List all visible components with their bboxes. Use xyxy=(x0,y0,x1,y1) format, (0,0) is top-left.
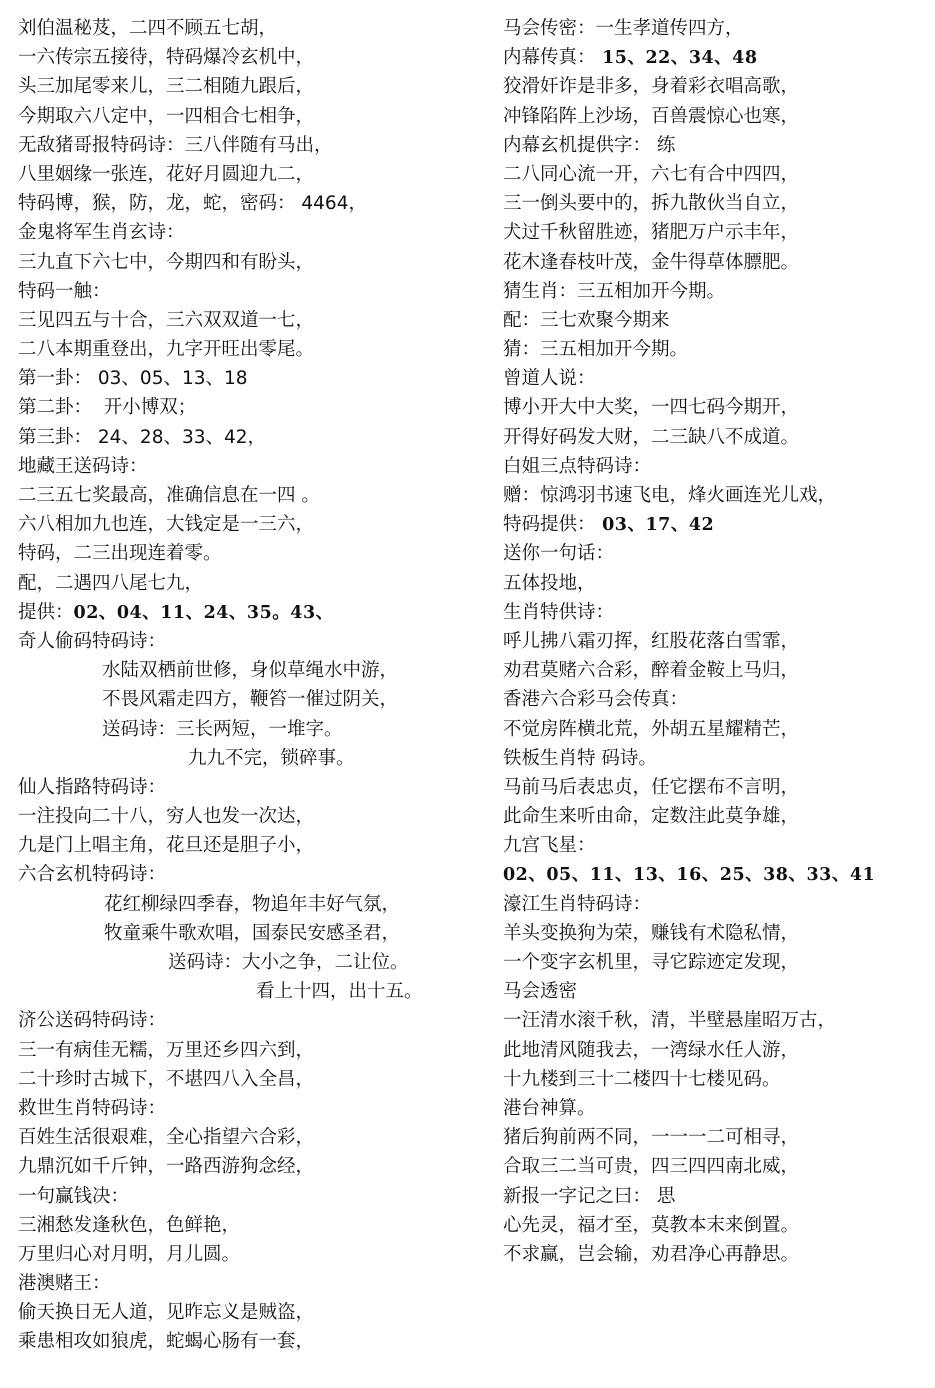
text-line xyxy=(503,72,928,101)
line-text: 博小开大中大奖，一四七码今期开， xyxy=(503,397,800,419)
line-text: 配，二遇四八尾七九， xyxy=(18,572,204,594)
left-text-column xyxy=(18,14,488,1357)
line-text: 特码提供： xyxy=(503,514,596,536)
text-line xyxy=(503,160,928,189)
text-line xyxy=(503,1211,928,1240)
text-line xyxy=(18,1036,488,1065)
line-text: 香港六合彩马会传真： xyxy=(503,689,689,711)
line-text: 一汪清水滚千秋，清，半壁悬崖昭万古， xyxy=(503,1010,837,1032)
line-text: 二三五七奖最高，准确信息在一四 。 xyxy=(18,485,320,506)
line-numbers-bold: 02、04、11、24、35。43、 xyxy=(73,602,334,623)
line-text: 花木逢春枝叶茂，金牛得草体膘肥。 xyxy=(503,251,800,273)
line-numbers-bold: 15、22、34、48 xyxy=(595,48,758,69)
line-text: 救世生肖特码诗： xyxy=(18,1097,167,1119)
line-text: 生肖特供诗： xyxy=(503,601,615,623)
text-line xyxy=(503,656,928,685)
text-line xyxy=(18,1182,488,1211)
line-text: 猜：三五相加开今期。 xyxy=(503,339,689,361)
line-text: 九宫飞星： xyxy=(503,835,596,857)
text-line xyxy=(503,364,928,393)
line-text: 地藏王送码诗： xyxy=(18,455,148,477)
text-line xyxy=(18,1094,488,1123)
text-line xyxy=(18,890,488,919)
text-line xyxy=(503,452,928,481)
text-line xyxy=(18,1240,488,1269)
line-text: 第一卦： 03、05、13、18 xyxy=(18,368,248,390)
line-text: 无敌猪哥报特码诗：三八伴随有马出， xyxy=(18,134,333,156)
text-line xyxy=(503,539,928,568)
text-line xyxy=(18,948,488,977)
line-text: 不畏风霜走四方，鞭笞一催过阴关， xyxy=(102,689,399,711)
line-text: 水陆双栖前世修，身似草绳水中游， xyxy=(102,660,399,682)
text-line xyxy=(503,919,928,948)
line-text: 二八本期重登出，九字开旺出零尾。 xyxy=(18,339,315,361)
text-line xyxy=(503,248,928,277)
text-line xyxy=(503,598,928,627)
line-text: 配：三七欢聚今期来 xyxy=(503,309,670,331)
text-line xyxy=(18,481,488,510)
line-text: 此命生来听由命，定数注此莫争雄， xyxy=(503,806,800,828)
line-text: 新报一字记之曰： 思 xyxy=(503,1185,676,1207)
line-text: 百姓生活很艰难，全心指望六合彩， xyxy=(18,1127,315,1149)
line-text: 六合玄机特码诗： xyxy=(18,864,167,886)
text-line xyxy=(18,627,488,656)
line-text: 内幕传真： xyxy=(503,47,596,69)
text-line xyxy=(503,1240,928,1269)
line-text: 一六传宗五接待，特码爆冷玄机中， xyxy=(18,47,315,69)
text-line xyxy=(18,364,488,393)
text-line xyxy=(18,423,488,452)
line-text: 冲锋陷阵上沙场，百兽震惊心也寒， xyxy=(503,105,800,127)
line-text: 港澳赌王： xyxy=(18,1273,111,1295)
text-line xyxy=(18,218,488,247)
line-text: 花红柳绿四季春，物追年丰好气氛， xyxy=(104,893,401,915)
text-line xyxy=(18,393,488,422)
line-text: 八里姻缘一张连，花好月圆迎九二， xyxy=(18,163,315,185)
text-line xyxy=(18,598,488,627)
line-text: 铁板生肖特 码诗。 xyxy=(503,747,657,769)
text-line xyxy=(503,802,928,831)
line-text: 开得好码发大财，二三缺八不成道。 xyxy=(503,426,800,448)
text-line xyxy=(18,831,488,860)
text-line xyxy=(503,1123,928,1152)
line-text: 偷天换日无人道，见昨忘义是贼盗， xyxy=(18,1302,315,1324)
line-text: 白姐三点特码诗： xyxy=(503,455,652,477)
line-text: 内幕玄机提供字： 练 xyxy=(503,134,676,156)
line-text: 心先灵，福才至，莫教本末来倒置。 xyxy=(503,1214,800,1236)
line-text: 三见四五与十合，三六双双道一七， xyxy=(18,309,315,331)
line-text: 马前马后表忠贞，任它摆布不言明， xyxy=(503,776,800,798)
line-text: 六八相加九也连，大钱定是一三六， xyxy=(18,514,315,536)
line-text: 济公送码特码诗： xyxy=(18,1010,167,1032)
text-line xyxy=(18,539,488,568)
line-text: 羊头变换狗为荣，赚钱有术隐私情， xyxy=(503,922,800,944)
line-text: 送你一句话： xyxy=(503,543,615,565)
text-line xyxy=(18,189,488,218)
line-text: 头三加尾零来儿，三二相随九跟后， xyxy=(18,76,315,98)
text-line xyxy=(18,1152,488,1181)
text-line xyxy=(18,510,488,539)
line-text: 提供： xyxy=(18,601,74,623)
text-line xyxy=(503,890,928,919)
line-text: 第三卦： 24、28、33、42， xyxy=(18,426,267,448)
text-line xyxy=(503,43,928,72)
text-line xyxy=(18,1298,488,1327)
line-text: 濠江生肖特码诗： xyxy=(503,893,652,915)
text-line xyxy=(18,452,488,481)
text-line xyxy=(18,860,488,889)
text-line xyxy=(503,102,928,131)
line-text: 二十珍时古城下，不堪四八入全昌， xyxy=(18,1068,315,1090)
text-line xyxy=(503,277,928,306)
line-text: 三九直下六七中，今期四和有盼头， xyxy=(18,251,315,273)
text-line xyxy=(18,160,488,189)
line-text: 十九楼到三十二楼四十七楼见码。 xyxy=(503,1068,781,1090)
text-line xyxy=(18,1123,488,1152)
line-text: 猪后狗前两不同，一一一二可相寻， xyxy=(503,1127,800,1149)
text-line xyxy=(503,569,928,598)
text-line xyxy=(18,248,488,277)
line-text: 一句赢钱决： xyxy=(18,1185,130,1207)
line-numbers-bold: 03、17、42 xyxy=(595,515,715,536)
text-line xyxy=(503,1036,928,1065)
text-line xyxy=(503,1152,928,1181)
text-line xyxy=(18,1269,488,1298)
text-line xyxy=(18,1211,488,1240)
line-text: 乘患相攻如狼虎，蛇蝎心肠有一套， xyxy=(18,1331,315,1353)
line-text: 仙人指路特码诗： xyxy=(18,776,167,798)
line-text: 二八同心流一开，六七有合中四四， xyxy=(503,163,800,185)
line-text: 九九不完，锁碎事。 xyxy=(188,747,355,769)
line-text: 狡滑奸诈是非多，身着彩衣唱高歌， xyxy=(503,76,800,98)
text-line xyxy=(503,1006,928,1035)
text-line xyxy=(18,919,488,948)
text-line xyxy=(503,773,928,802)
text-line xyxy=(503,948,928,977)
text-line xyxy=(503,977,928,1006)
text-line xyxy=(503,1182,928,1211)
right-text-column xyxy=(503,14,928,1269)
text-line xyxy=(503,306,928,335)
text-line xyxy=(503,1094,928,1123)
line-text: 刘伯温秘芨，二四不顾五七胡， xyxy=(18,18,278,39)
line-text: 金鬼将军生肖玄诗： xyxy=(18,222,185,244)
text-line xyxy=(503,627,928,656)
text-line xyxy=(503,860,928,889)
text-line xyxy=(18,715,488,744)
line-text: 特码一触： xyxy=(18,280,111,302)
text-line xyxy=(18,744,488,773)
line-text: 九是门上唱主角，花旦还是胆子小， xyxy=(18,835,315,857)
line-text: 马会透密 xyxy=(503,981,578,1003)
line-text: 此地清风随我去，一湾绿水任人游， xyxy=(503,1039,800,1061)
text-line xyxy=(18,306,488,335)
text-line xyxy=(503,1065,928,1094)
text-line xyxy=(18,277,488,306)
text-line xyxy=(503,685,928,714)
line-text: 送码诗：大小之争，二让位。 xyxy=(168,952,409,973)
line-text: 不求赢，岂会输，劝君净心再静思。 xyxy=(503,1243,800,1265)
text-line xyxy=(503,510,928,539)
text-line xyxy=(18,72,488,101)
text-line xyxy=(503,423,928,452)
line-text: 猜生肖：三五相加开今期。 xyxy=(503,280,726,302)
line-text: 一个变字玄机里，寻它踪迹定发现， xyxy=(503,952,800,973)
text-line xyxy=(18,102,488,131)
text-line xyxy=(18,1065,488,1094)
line-text: 牧童乘牛歌欢唱，国泰民安感圣君， xyxy=(104,922,401,944)
text-line xyxy=(18,977,488,1006)
line-text: 第二卦： 开小博双； xyxy=(18,397,197,419)
line-text: 特码博，猴，防，龙，蛇，密码： 4464， xyxy=(18,193,367,215)
line-text: 九鼎沉如千斤钟，一路西游狗念经， xyxy=(18,1156,315,1178)
line-text: 三一倒头要中的，拆九散伙当自立， xyxy=(503,193,800,215)
line-text: 今期取六八定中，一四相合七相争， xyxy=(18,105,315,127)
line-text: 不觉房阵横北荒，外胡五星耀精芒， xyxy=(503,718,800,740)
text-line xyxy=(503,744,928,773)
text-line xyxy=(503,481,928,510)
text-line xyxy=(18,131,488,160)
line-text: 万里归心对月明，月儿圆。 xyxy=(18,1243,241,1265)
text-line xyxy=(18,1327,488,1356)
text-line xyxy=(18,569,488,598)
text-line xyxy=(18,1006,488,1035)
text-line xyxy=(503,189,928,218)
text-line xyxy=(503,715,928,744)
line-text: 曾道人说： xyxy=(503,368,596,390)
line-text: 呼儿拂八霜刃挥，红股花落白雪霏， xyxy=(503,630,800,652)
line-text: 看上十四，出十五。 xyxy=(256,981,423,1003)
text-line xyxy=(18,656,488,685)
text-line xyxy=(503,335,928,364)
line-text: 赠：惊鸿羽书速飞电，烽火画连光儿戏， xyxy=(503,485,837,506)
line-text: 犬过千秋留胜迹，猪肥万户示丰年， xyxy=(503,222,800,244)
line-text: 港台神算。 xyxy=(503,1097,596,1119)
line-text: 五体投地， xyxy=(503,572,596,594)
line-text: 三一有病佳无糯，万里还乡四六到， xyxy=(18,1039,315,1061)
text-line xyxy=(18,43,488,72)
text-line xyxy=(503,14,928,43)
text-line xyxy=(503,131,928,160)
text-line xyxy=(18,335,488,364)
line-text: 马会传密：一生孝道传四方， xyxy=(503,18,744,39)
line-text: 合取三二当可贵，四三四四南北威， xyxy=(503,1156,800,1178)
line-text: 劝君莫赌六合彩，醉着金鞍上马归， xyxy=(503,660,800,682)
line-text: 三湘愁发逢秋色，色鲜艳， xyxy=(18,1214,241,1236)
line-text: 一注投向二十八，穷人也发一次达， xyxy=(18,806,315,828)
text-line xyxy=(503,393,928,422)
line-text: 特码，二三出现连着零。 xyxy=(18,543,222,565)
text-line xyxy=(18,802,488,831)
text-line xyxy=(18,14,488,43)
text-line xyxy=(503,218,928,247)
line-text: 奇人偷码特码诗： xyxy=(18,630,167,652)
text-line xyxy=(18,685,488,714)
line-text: 送码诗：三长两短，一堆字。 xyxy=(102,718,343,740)
text-line xyxy=(503,831,928,860)
line-numbers-bold: 02、05、11、13、16、25、38、33、41 xyxy=(503,865,876,886)
text-line xyxy=(18,773,488,802)
